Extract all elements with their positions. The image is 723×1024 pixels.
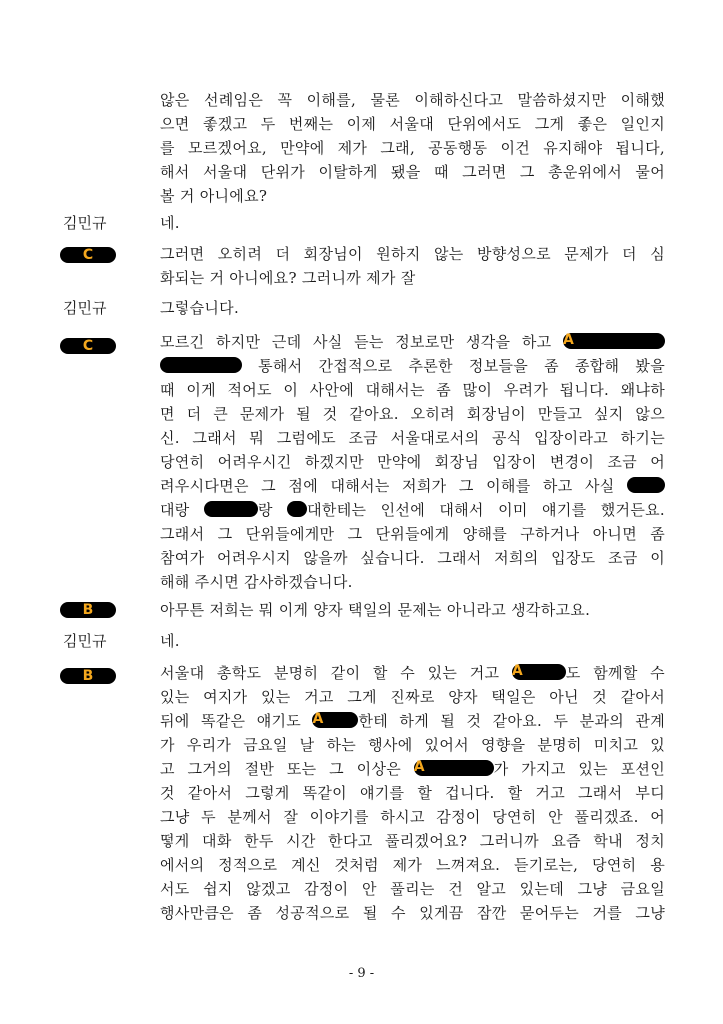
redaction-bar: A bbox=[312, 712, 358, 728]
text-line: 가 우리가 금요일 날 하는 행사에 있어서 영향을 분명히 미치고 있 bbox=[160, 736, 665, 754]
text-line: 아무튼 저희는 뭐 이게 양자 택일의 문제는 아니라고 생각하고요. bbox=[160, 601, 591, 619]
text-line: 있는 여지가 있는 거고 그게 진짜로 양자 택일은 아닌 것 같아서 bbox=[160, 688, 665, 706]
text-line: 화되는 거 아니에요? 그러니까 제가 잘 bbox=[160, 269, 416, 287]
text-line: 그래서 그 단위들에게만 그 단위들에게 양해를 구하거나 아니면 좀 bbox=[160, 525, 665, 543]
text-segment: 대랑 bbox=[160, 501, 190, 519]
redacted-speaker-badge: B bbox=[60, 668, 116, 684]
text-segment: 대한테는 인선에 대해서 이미 얘기를 했거든요. bbox=[307, 501, 665, 519]
text-segment: 서울대 총학도 분명히 같이 할 수 있는 거고 bbox=[160, 664, 500, 682]
text-line: 에서의 정적으로 계신 것처럼 제가 느껴져요. 듣기로는, 당연히 용 bbox=[160, 856, 665, 874]
text-segment: 가 가지고 있는 포션인 bbox=[493, 760, 665, 778]
text-segment: 랑 bbox=[257, 501, 273, 519]
text-line: 네. bbox=[160, 214, 180, 232]
redaction-bar bbox=[627, 477, 665, 493]
text-segment: 고 그거의 절반 또는 그 이상은 bbox=[160, 760, 402, 778]
redaction-bar: A bbox=[512, 664, 566, 680]
text-line: 해해 주시면 감사하겠습니다. bbox=[160, 573, 353, 591]
text-line bbox=[160, 662, 665, 684]
text-line: 볼 거 아니에요? bbox=[160, 187, 268, 205]
text-line: 으면 좋겠고 두 번째는 이제 서울대 단위에서도 그게 좋은 일인지 bbox=[160, 115, 665, 133]
text-line: 서도 쉽지 않겠고 감정이 안 풀리는 건 알고 있는데 그냥 금요일 bbox=[160, 880, 665, 898]
text-line: 때 이게 적어도 이 사안에 대해서는 좀 많이 우려가 됩니다. 왜냐하 bbox=[160, 381, 665, 399]
text-line: 행사만큼은 좀 성공적으로 될 수 있게끔 잠깐 묻어두는 거를 그냥 bbox=[160, 904, 665, 922]
text-line: 를 모르겠어요, 만약에 제가 그래, 공동행동 이건 유지해야 됩니다, bbox=[160, 139, 665, 157]
text-line: 그냥 두 분께서 잘 이야기를 하시고 감정이 당연히 안 풀리겠죠. 어 bbox=[160, 808, 665, 826]
text-segment: 려우시다면은 그 점에 대해서는 저희가 그 이해를 하고 사실 bbox=[160, 477, 615, 495]
text-segment: 모르긴 하지만 근데 사실 듣는 정보로만 생각을 하고 bbox=[160, 333, 552, 351]
redaction-bar: A bbox=[563, 333, 665, 349]
text-segment: 통해서 간접적으로 추론한 정보들을 좀 종합해 봤을 bbox=[258, 357, 665, 375]
redacted-speaker-badge: C bbox=[60, 338, 116, 354]
redaction-bar: A bbox=[414, 760, 494, 776]
text-line: 것 같아서 그렇게 똑같이 얘기를 할 겁니다. 할 거고 그래서 부디 bbox=[160, 784, 665, 802]
redaction-bar bbox=[160, 357, 242, 373]
text-line: 그렇습니다. bbox=[160, 299, 240, 317]
text-line: 네. bbox=[160, 632, 180, 650]
text-line bbox=[160, 331, 665, 353]
speaker-name: 김민규 bbox=[63, 214, 107, 232]
text-line bbox=[160, 355, 665, 377]
text-segment: 도 함께할 수 bbox=[565, 664, 665, 682]
text-segment: 뒤에 똑같은 얘기도 bbox=[160, 712, 302, 730]
text-line: 당연히 어려우시긴 하겠지만 만약에 회장님 입장이 변경이 조금 어 bbox=[160, 453, 665, 471]
text-line: 면 더 큰 문제가 될 것 같아요. 오히려 회장님이 만들고 싶지 않으 bbox=[160, 405, 665, 423]
text-line bbox=[160, 710, 665, 732]
text-line: 해서 서울대 단위가 이탈하게 됐을 때 그러면 그 총운위에서 물어 bbox=[160, 163, 665, 181]
speaker-name: 김민규 bbox=[63, 299, 107, 317]
text-segment: 한테 하게 될 것 같아요. 두 분과의 관계 bbox=[358, 712, 665, 730]
text-line: 떻게 대화 한두 시간 한다고 풀리겠어요? 그러니까 요즘 학내 정치 bbox=[160, 832, 665, 850]
page-number: - 9 - bbox=[348, 966, 375, 981]
redacted-speaker-badge: B bbox=[60, 602, 116, 618]
text-line bbox=[160, 499, 665, 521]
redaction-bar bbox=[287, 501, 307, 517]
text-line bbox=[160, 475, 665, 497]
text-line bbox=[160, 758, 665, 780]
redaction-bar bbox=[204, 501, 258, 517]
text-line: 그러면 오히려 더 회장님이 원하지 않는 방향성으로 문제가 더 심 bbox=[160, 245, 665, 263]
text-line: 않은 선례임은 꼭 이해를, 물론 이해하신다고 말씀하셨지만 이해했 bbox=[160, 91, 665, 109]
text-line: 신. 그래서 뭐 그럼에도 조금 서울대로서의 공식 입장이라고 하기는 bbox=[160, 429, 665, 447]
text-line: 참여가 어려우시지 않을까 싶습니다. 그래서 저희의 입장도 조금 이 bbox=[160, 549, 665, 567]
speaker-name: 김민규 bbox=[63, 632, 107, 650]
redacted-speaker-badge: C bbox=[60, 247, 116, 263]
